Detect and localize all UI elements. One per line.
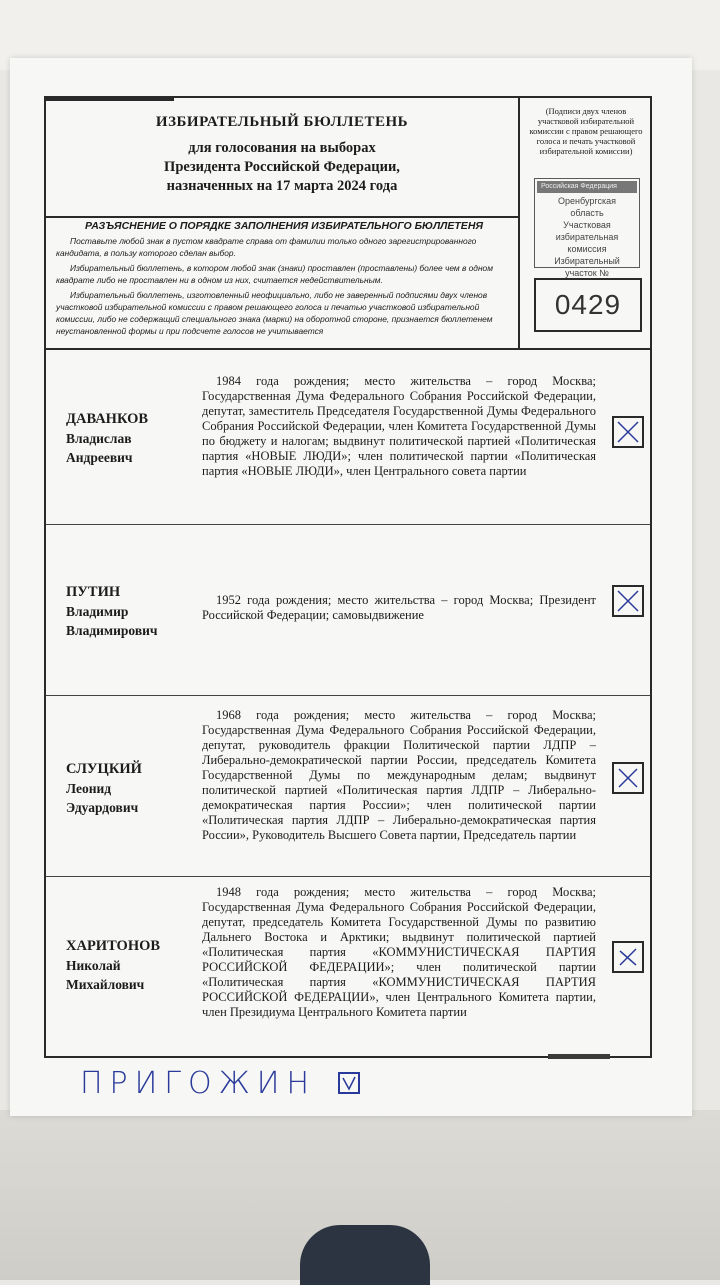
vote-checkbox[interactable] — [612, 585, 644, 617]
candidate-description: 1948 года рождения; место жительства – город Москва; Государственная Дума Федерального Собрания Российской Федерации, депутат, председатель Комитета Государственной Думы по развитию Дальнего Востока и Арктики; выдвинут политической партией «Политическая партия «КОММУНИСТИЧЕСКАЯ ПАРТИЯ РОССИЙСКОЙ ФЕДЕРАЦИИ»; член политической партии «Политическая партия «КОММУНИСТИЧЕСКАЯ ПАРТИЯ РОССИЙСКОЙ ФЕДЕРАЦИИ», член Центрального Комитета партии, член Президиума Центрального Комитета партии — [202, 885, 596, 1019]
x-mark-icon — [614, 587, 642, 615]
candidate-row — [46, 525, 650, 695]
ballot-subtitle: для голосования на выборах Президента Российской Федерации, назначенных на 17 марта 2024 года — [164, 140, 400, 194]
ballot-title: ИЗБИРАТЕЛЬНЫЙ БЮЛЛЕТЕНЬ — [155, 114, 409, 130]
candidate-name: ПУТИН Владимир Владимирович — [66, 584, 158, 638]
handwritten-checkbox[interactable] — [338, 1072, 360, 1094]
x-mark-icon — [614, 943, 642, 971]
explanation-paragraph: Избирательный бюллетень, изготовленный неофициально, либо не заверенный подписями двух членов участковой избирательной комиссии с правом решающего голоса и печатью участковой избирательной комиссии, либо не содержащий специального знака (марки) на оборотной стороне, признается бюллетенем неустановленной формы и при подсчете голосов не учитывается — [56, 290, 493, 336]
explanation-heading: РАЗЪЯСНЕНИЕ О ПОРЯДКЕ ЗАПОЛНЕНИЯ ИЗБИРАТЕЛЬНОГО БЮЛЛЕТЕНЯ — [84, 220, 484, 232]
x-mark-icon — [614, 418, 642, 446]
candidate-name: СЛУЦКИЙ Леонид Эдуардович — [66, 761, 142, 815]
checkmark-icon — [340, 1074, 358, 1092]
candidate-row — [46, 877, 650, 1057]
frame-bottom-marker — [548, 1054, 610, 1059]
explanation-paragraph: Избирательный бюллетень, в котором любой знак (знаки) проставлен (проставлены) более чем в одном квадрате либо не проставлен ни в одном из них, считается недействительным. — [56, 263, 493, 285]
candidate-name: ХАРИТОНОВ Николай Михайлович — [66, 938, 161, 992]
vote-checkbox[interactable] — [612, 416, 644, 448]
candidate-row — [46, 350, 650, 524]
explanation-paragraph: Поставьте любой знак в пустом квадрате справа от фамилии только одного зарегистрированного кандидата, в пользу которого сделан выбор. — [56, 236, 477, 258]
candidate-name: ДАВАНКОВ Владислав Андреевич — [66, 411, 149, 465]
explanation — [56, 220, 512, 340]
candidate-description: 1968 года рождения; место жительства – город Москва; Государственная Дума Федерального Собрания Российской Федерации, депутат, руководитель фракции Политической партии ЛДПР – Либерально-демократической партии России, председатель Комитета Государственной Думы по международным делам; выдвинут политической партией «Политическая партия ЛДПР – Либерально-демократическая партия России»; член политической партии «Политическая партия ЛДПР – Либерально-демократическая партия России», Руководитель Высшего Совета партии, Председатель партии — [202, 708, 596, 842]
vote-checkbox[interactable] — [612, 941, 644, 973]
vote-checkbox[interactable] — [612, 762, 644, 794]
candidate-row — [46, 696, 650, 872]
signature-note: (Подписи двух членов участковой избирательной комиссии с правом решающего голоса и печать участковой избирательной комиссии) — [529, 106, 643, 156]
title-block — [46, 98, 518, 218]
x-mark-icon — [614, 764, 642, 792]
signature-section — [522, 98, 650, 348]
candidate-description: 1984 года рождения; место жительства – город Москва; Государственная Дума Федерального Собрания Российской Федерации, депутат, заместитель Председателя Государственной Думы Федерального Собрания Российской Федерации, член Комитета Государственной Думы по бюджету и налогам; выдвинут политической партией «Политическая партия «НОВЫЕ ЛЮДИ»; член политической партии «Политическая партия «НОВЫЕ ЛЮДИ», член Центрального совета партии — [202, 374, 596, 478]
commission-stamp: Российская Федерация Оренбургская область Участковая избирательная комиссия Избирательный участок № — [534, 178, 640, 268]
candidate-description: 1952 года рождения; место жительства – город Москва; Президент Российской Федерации; самовыдвижение — [202, 593, 596, 622]
header-section — [46, 98, 520, 348]
ballot-frame — [44, 96, 652, 1058]
ballot-number: 0429 — [534, 278, 642, 332]
person-knee — [300, 1225, 430, 1285]
handwritten-name: ПРИГОЖИН — [80, 1066, 317, 1101]
